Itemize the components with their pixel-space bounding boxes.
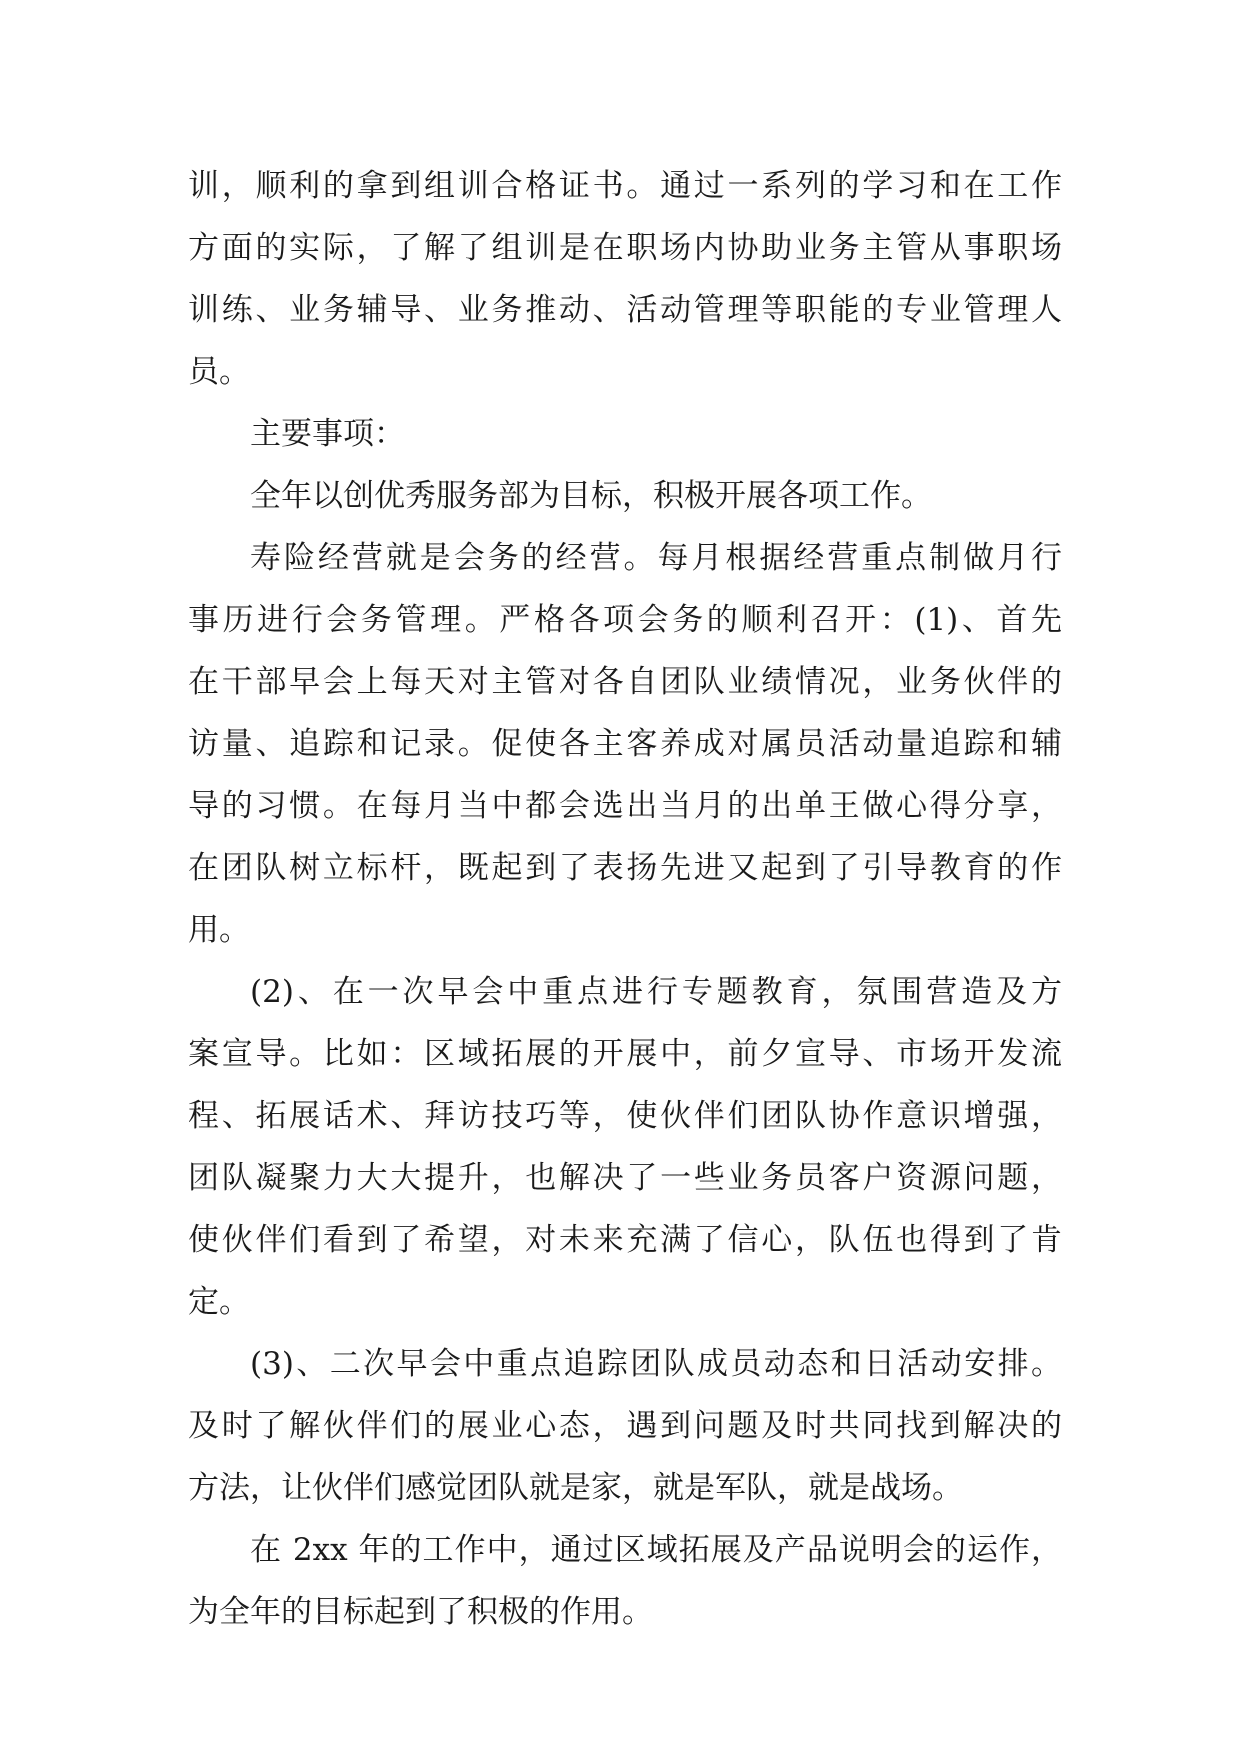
text-line: 全年以创优秀服务部为目标，积极开展各项工作。	[250, 478, 932, 514]
text-line: (2)、在一次早会中重点进行专题教育，氛围营造及方	[250, 974, 1062, 1010]
text-line: 寿险经营就是会务的经营。每月根据经营重点制做月行	[250, 540, 1062, 576]
text-line: 团队凝聚力大大提升，也解决了一些业务员客户资源问题，	[188, 1160, 1062, 1196]
text-line: 在干部早会上每天对主管对各自团队业绩情况，业务伙伴的	[188, 664, 1062, 700]
document-body	[188, 155, 1062, 1643]
text-line: 在 2xx 年的工作中，通过区域拓展及产品说明会的运作，	[250, 1532, 1062, 1568]
text-line: 案宣导。比如：区域拓展的开展中，前夕宣导、市场开发流	[188, 1036, 1062, 1072]
text-line: 访量、追踪和记录。促使各主客养成对属员活动量追踪和辅	[188, 726, 1062, 762]
paragraph	[188, 1333, 1062, 1519]
text-line: 定。	[188, 1284, 250, 1320]
text-line: 方面的实际，了解了组训是在职场内协助业务主管从事职场	[188, 230, 1062, 266]
paragraph	[188, 465, 1062, 527]
text-line: 方法，让伙伴们感觉团队就是家，就是军队，就是战场。	[188, 1470, 963, 1506]
paragraph	[188, 403, 1062, 465]
paragraph	[188, 961, 1062, 1333]
text-line: 使伙伴们看到了希望，对未来充满了信心，队伍也得到了肯	[188, 1222, 1062, 1258]
paragraph	[188, 1519, 1062, 1643]
text-line: 导的习惯。在每月当中都会选出当月的出单王做心得分享，	[188, 788, 1062, 824]
section-heading: 主要事项：	[250, 416, 405, 452]
text-line: 为全年的目标起到了积极的作用。	[188, 1594, 653, 1630]
text-line: 程、拓展话术、拜访技巧等，使伙伴们团队协作意识增强，	[188, 1098, 1062, 1134]
text-line: 训，顺利的拿到组训合格证书。通过一系列的学习和在工作	[188, 168, 1062, 204]
text-line: 用。	[188, 912, 250, 948]
text-line: 在团队树立标杆，既起到了表扬先进又起到了引导教育的作	[188, 850, 1062, 886]
text-line: 事历进行会务管理。严格各项会务的顺利召开：(1)、首先	[188, 602, 1062, 638]
text-line: (3)、二次早会中重点追踪团队成员动态和日活动安排。	[250, 1346, 1062, 1382]
paragraph	[188, 155, 1062, 403]
text-line: 训练、业务辅导、业务推动、活动管理等职能的专业管理人	[188, 292, 1062, 328]
text-line: 员。	[188, 354, 250, 390]
paragraph	[188, 527, 1062, 961]
text-line: 及时了解伙伴们的展业心态，遇到问题及时共同找到解决的	[188, 1408, 1062, 1444]
